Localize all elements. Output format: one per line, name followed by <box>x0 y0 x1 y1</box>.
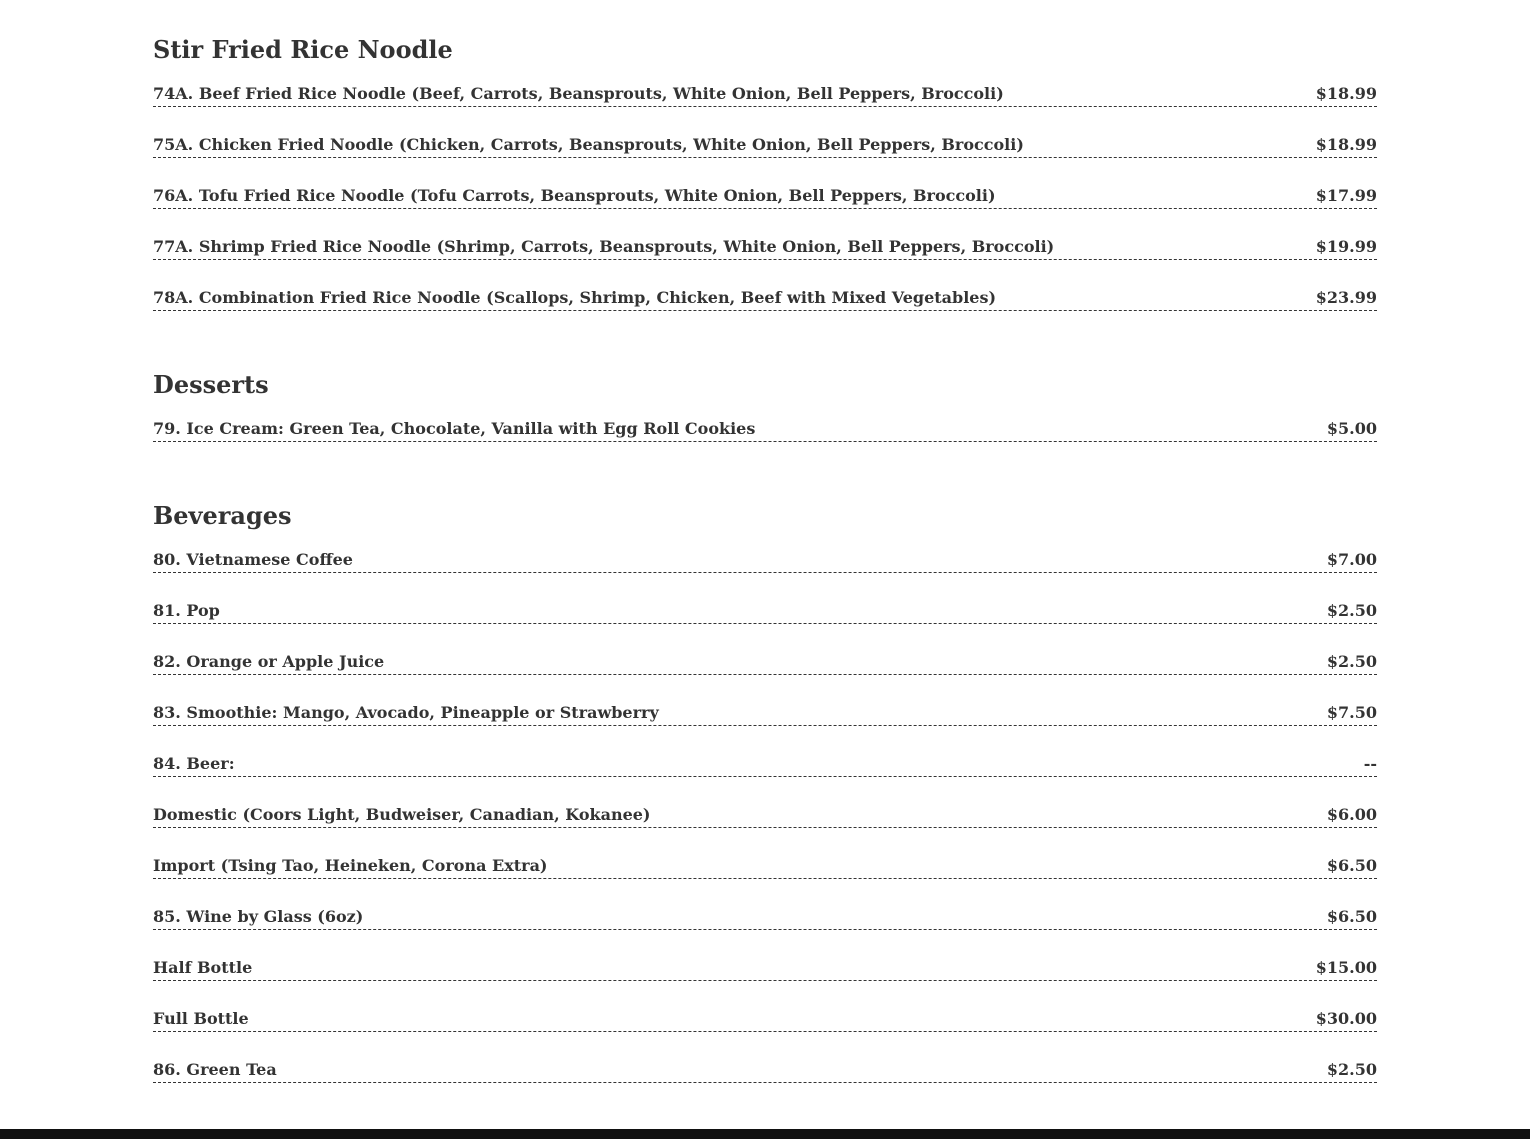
menu-item-name: 85. Wine by Glass (6oz) <box>153 907 364 926</box>
menu-item-price: $7.00 <box>1326 550 1377 569</box>
bottom-bar <box>0 1129 1530 1139</box>
menu-item <box>153 599 1377 624</box>
menu-content <box>153 0 1377 1083</box>
menu-item <box>153 1058 1377 1083</box>
menu-item <box>153 854 1377 879</box>
menu-item <box>153 184 1377 209</box>
menu-item-name: 82. Orange or Apple Juice <box>153 652 385 671</box>
section-beverages <box>153 442 1377 1083</box>
menu-item-name: 75A. Chicken Fried Noodle (Chicken, Carrots, Beansprouts, White Onion, Bell Peppers, Broccoli) <box>153 135 1024 154</box>
menu-item <box>153 1007 1377 1032</box>
menu-item-name: 80. Vietnamese Coffee <box>153 550 353 569</box>
menu-item <box>153 650 1377 675</box>
menu-item-price: $17.99 <box>1315 186 1377 205</box>
menu-item-price: $30.00 <box>1315 1009 1377 1028</box>
menu-item-price: -- <box>1363 754 1377 773</box>
menu-item <box>153 286 1377 311</box>
menu-item-price: $6.50 <box>1326 907 1377 926</box>
menu-item-name: 83. Smoothie: Mango, Avocado, Pineapple or Strawberry <box>153 703 659 722</box>
menu-item <box>153 235 1377 260</box>
menu-item-price: $5.00 <box>1326 419 1377 438</box>
menu-item-name: 84. Beer: <box>153 754 235 773</box>
menu-item-name: 79. Ice Cream: Green Tea, Chocolate, Vanilla with Egg Roll Cookies <box>153 419 756 438</box>
menu-item-price: $6.50 <box>1326 856 1377 875</box>
menu-item-name: 76A. Tofu Fried Rice Noodle (Tofu Carrots, Beansprouts, White Onion, Bell Peppers, Broccoli) <box>153 186 996 205</box>
menu-item-name: Import (Tsing Tao, Heineken, Corona Extra) <box>153 856 548 875</box>
menu-item <box>153 803 1377 828</box>
menu-item-name: 74A. Beef Fried Rice Noodle (Beef, Carrots, Beansprouts, White Onion, Bell Peppers, Broccoli) <box>153 84 1004 103</box>
menu-item-name: Domestic (Coors Light, Budweiser, Canadian, Kokanee) <box>153 805 651 824</box>
menu-item-price: $23.99 <box>1315 288 1377 307</box>
menu-item-price: $18.99 <box>1315 84 1377 103</box>
section-stir-fried-rice-noodle <box>153 0 1377 311</box>
menu-item-name: 86. Green Tea <box>153 1060 277 1079</box>
menu-item <box>153 752 1377 777</box>
menu-item <box>153 956 1377 981</box>
menu-item <box>153 905 1377 930</box>
menu-item-name: 78A. Combination Fried Rice Noodle (Scallops, Shrimp, Chicken, Beef with Mixed Vegetables) <box>153 288 997 307</box>
menu-item <box>153 701 1377 726</box>
section-title: Desserts <box>153 370 269 399</box>
menu-item-price: $2.50 <box>1326 652 1377 671</box>
section-desserts <box>153 311 1377 442</box>
section-title: Stir Fried Rice Noodle <box>153 35 453 64</box>
menu-item-name: Full Bottle <box>153 1009 249 1028</box>
menu-item-price: $6.00 <box>1326 805 1377 824</box>
menu-item-price: $15.00 <box>1315 958 1377 977</box>
menu-item-price: $2.50 <box>1326 601 1377 620</box>
menu-item-price: $2.50 <box>1326 1060 1377 1079</box>
menu-item <box>153 548 1377 573</box>
section-title: Beverages <box>153 501 292 530</box>
menu-item-name: 77A. Shrimp Fried Rice Noodle (Shrimp, Carrots, Beansprouts, White Onion, Bell Peppers, Broccoli) <box>153 237 1055 256</box>
menu-item-name: 81. Pop <box>153 601 220 620</box>
menu-item <box>153 133 1377 158</box>
menu-item-price: $7.50 <box>1326 703 1377 722</box>
menu-item <box>153 82 1377 107</box>
menu-item-price: $18.99 <box>1315 135 1377 154</box>
menu-item <box>153 417 1377 442</box>
menu-item-price: $19.99 <box>1315 237 1377 256</box>
menu-item-name: Half Bottle <box>153 958 253 977</box>
